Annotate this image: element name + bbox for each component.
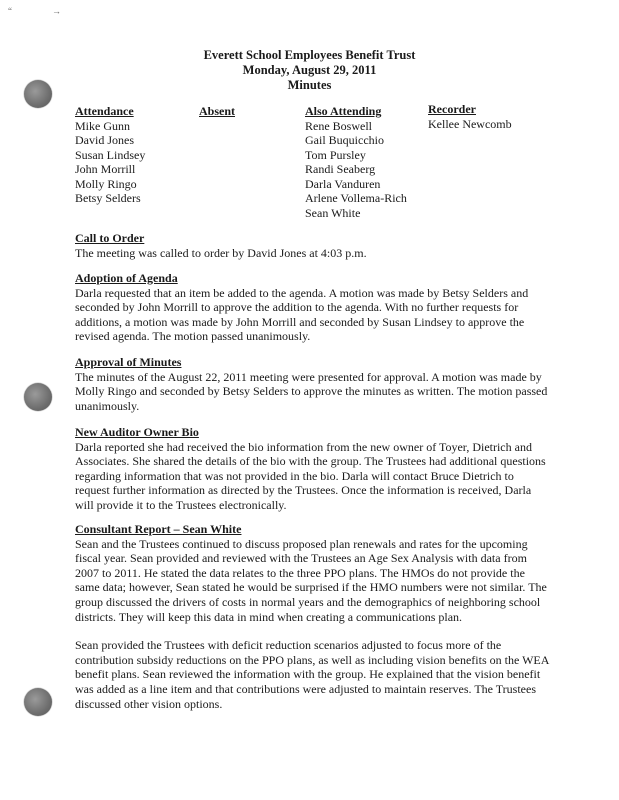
section-title: Consultant Report – Sean White <box>75 522 242 536</box>
section-new-auditor-owner-bio <box>75 425 550 513</box>
guest-name: Gail Buquicchio <box>305 133 384 147</box>
section-paragraph: Sean and the Trustees continued to discuss proposed plan renewals and rates for the upcoming fiscal year. Sean provided and reviewed with the Trustees an Age Sex Analysis with data from 2007 to 2011. He stated the data relates to the three PPO plans. The HMOs do not provide the same data; however, Sean stated he would be surprised if the HMO numbers were not similar. The group discussed the drivers of costs in normal years and the demographics of neighboring school districts. They will keep this data in mind when creating a communications plan. <box>75 536 547 624</box>
attendee-name: John Morrill <box>75 162 136 176</box>
attendee-name: David Jones <box>75 133 134 147</box>
attendee-name: Mike Gunn <box>75 118 130 133</box>
organization-name: Everett School Employees Benefit Trust <box>203 48 416 62</box>
guest-name: Arlene Vollema-Rich <box>305 191 407 205</box>
absent-column <box>199 104 235 119</box>
also-attending-column <box>305 104 407 220</box>
absent-heading: Absent <box>199 104 236 118</box>
section-paragraph: Darla requested that an item be added to the agenda. A motion was made by Betsy Selders and seconded by John Morrill to approve the addition to the agenda. With no further requests for additions, a motion was made by John Morrill and seconded by Susan Lindsey to approve the revised agenda. The motion passed unanimously. <box>75 285 529 344</box>
guest-name: Darla Vanduren <box>305 176 381 191</box>
also-attending-heading: Also Attending <box>305 104 382 118</box>
section-paragraph: Darla reported she had received the bio information from the new owner of Toyer, Dietrich and Associates. She shared the details of the bio with the group. The Trustees had additional questions regarding information that was not provided in the bio. Darla will contact Bruce Dietrich to request further information as directed by the Trustees. Once the information is received, Darla will provide it to the Trustees electronically. <box>75 439 546 512</box>
section-title: Approval of Minutes <box>75 355 182 369</box>
section-paragraph: The minutes of the August 22, 2011 meeting were presented for approval. A motion was made by Molly Ringo and seconded by Betsy Selders to approve the minutes as written. The motion passed unanimously. <box>75 369 548 413</box>
attendee-name: Betsy Selders <box>75 191 141 205</box>
recorder-column <box>428 102 512 131</box>
section-paragraph: The meeting was called to order by David Jones at 4:03 p.m. <box>75 245 367 260</box>
scan-mark: → <box>52 6 61 16</box>
section-call-to-order <box>75 231 550 260</box>
attendee-name: Susan Lindsey <box>75 147 146 162</box>
section-paragraph: Sean provided the Trustees with deficit reduction scenarios adjusted to focus more of the contribution subsidy reductions on the PPO plans, as well as including vision benefits on the WEA benefit plans. Sean reviewed the information with the group. He explained that the vision benefit was added as a line item and that contributions were adjusted to maintain reserves. The Trustees discussed other vision options. <box>75 638 549 711</box>
binder-hole-icon <box>24 383 52 411</box>
meeting-date: Monday, August 29, 2011 <box>242 63 377 77</box>
attendance-heading: Attendance <box>75 104 134 118</box>
document-type: Minutes <box>287 78 332 92</box>
section-title: New Auditor Owner Bio <box>75 425 199 439</box>
recorder-heading: Recorder <box>428 102 476 116</box>
guest-name: Sean White <box>305 205 361 220</box>
section-title: Adoption of Agenda <box>75 271 178 285</box>
binder-hole-icon <box>24 688 52 716</box>
document-header <box>0 48 619 93</box>
section-title: Call to Order <box>75 231 145 245</box>
section-consultant-report <box>75 522 550 711</box>
guest-name: Rene Boswell <box>305 118 372 133</box>
guest-name: Randi Seaberg <box>305 162 376 176</box>
scan-mark: “ <box>8 6 12 16</box>
section-adoption-of-agenda <box>75 271 550 344</box>
recorder-name: Kellee Newcomb <box>428 116 512 131</box>
guest-name: Tom Pursley <box>305 147 366 162</box>
attendee-name: Molly Ringo <box>75 176 137 191</box>
attendance-column <box>75 104 145 206</box>
section-approval-of-minutes <box>75 355 550 413</box>
